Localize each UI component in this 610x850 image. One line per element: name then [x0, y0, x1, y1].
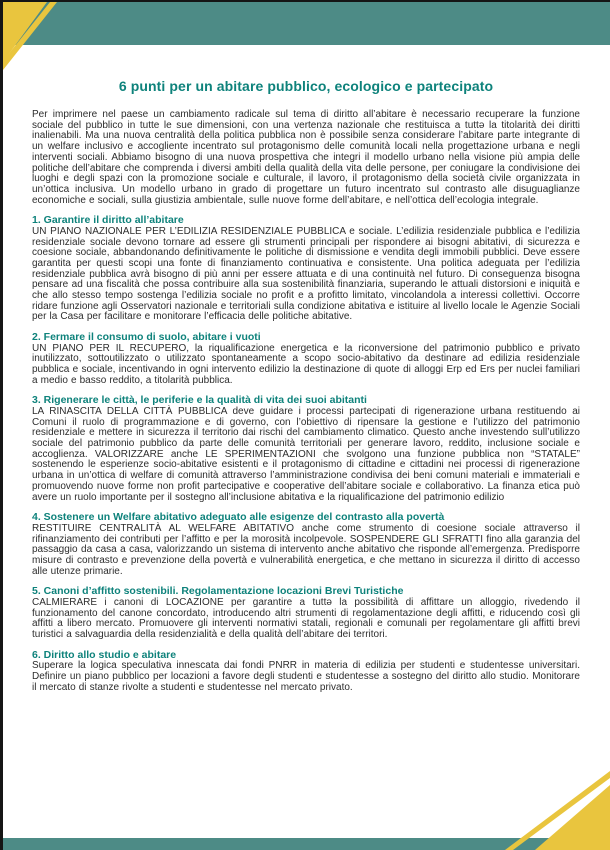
- section-6: [32, 650, 580, 694]
- section-body: UN PIANO PER IL RECUPERO, la riqualificazione energetica e la riconversione del patrimonio pubblico e privato inutilizzato, sottoutilizzato o utilizzato spontaneamente a scopo socio-abitativo da destinare ad edilizia residenziale pubblica e sociale, incentivando in ogni intervento edilizio la destinazione di quote di alloggi Erp ed Ers per nuclei familiari a medio e basso reddito, a titolarità pubblica.: [32, 342, 580, 386]
- section-heading: 1. Garantire il diritto all’abitare: [32, 214, 184, 227]
- section-body: UN PIANO NAZIONALE PER L’EDILIZIA RESIDENZIALE PUBBLICA e sociale. L’edilizia residenziale pubblica e l’edilizia residenziale sociale devono tornare ad essere gli strumenti principali per rispondere ai bisogni abitativi, di sicurezza e coesione sociale, abbandonando definitivamente le politiche di dismissione e vendita degli immobili pubblici. Deve essere garantita per questi scopi una fonte di finanziamento continuativa e consistente. Una politica adeguata per l’edilizia residenziale pubblica avrà bisogno di più anni per essere attuata e di una continuità nel futuro. Di conseguenza bisogna pensare ad una fiscalità che possa contribuire alla sua sostenibilità finanziaria, superando le attuali distorsioni e iniquità e che allo stesso tempo sostenga l’edilizia sociale no profit e a profitto limitato, vincolandola a interessi collettivi. Occorre ridare funzione agli Osservatori nazionale e territoriali sulla condizione abitativa e istituire al livello locale le Agenzie Sociali per la Casa per facilitare e monitorare l’efficacia delle politiche abitative.: [32, 225, 580, 323]
- section-2: [32, 332, 580, 386]
- section-heading: 5. Canoni d’affitto sostenibili. Regolamentazione locazioni Brevi Turistiche: [32, 585, 404, 598]
- page-title: 6 punti per un abitare pubblico, ecologico e partecipato: [118, 78, 494, 94]
- section-3: [32, 395, 580, 503]
- section-1: [32, 215, 580, 323]
- section-heading: 4. Sostenere un Welfare abitativo adeguato alle esigenze del contrasto alla povertà: [32, 511, 445, 524]
- section-heading: 3. Rigenerare le città, le periferie e la qualità di vita dei suoi abitanti: [32, 394, 367, 407]
- bottom-right-corner-ribbon-icon: [440, 760, 610, 850]
- intro-paragraph: Per imprimere nel paese un cambiamento radicale sul tema di diritto all’abitare è necessario recuperare la funzione sociale del pubblico in tutte le sue dimensioni, con una vertenza nazionale che restituisca a tuttə la titolarità dei diritti inalienabili. Ma una nuova centralità della politica pubblica non è possibile senza considerare l’abitare parte integrante di un welfare inclusivo e accogliente incentrato sul protagonismo delle comunità locali nella progettazione urbana e negli interventi sociali. Abbiamo bisogno di una nuova prospettiva che integri il modello urbano nella visione più ampia delle politiche dell’abitare che comprenda i diversi ambiti della qualità della vita delle persone, per coniugare la condivisione dei luoghi e degli spazi con la promozione sociale e culturale, il lavoro, il protagonismo della società civile organizzata in un’ottica inclusiva. Un modello urbano in grado di progettare un futuro incentrato sul contrasto alle disuguaglianze economiche e sociali, sulla giustizia ambientale, sulle nuove forme dell’abitare, e nell’ottica dell’ecologia integrale.: [32, 109, 580, 206]
- section-5: [32, 586, 580, 640]
- section-body: RESTITUIRE CENTRALITÀ AL WELFARE ABITATIVO anche come strumento di coesione sociale attraverso il rifinanziamento dei contributi per l’affitto e per la morosità incolpevole. SOSPENDERE GLI SFRATTI fino alla garanzia del passaggio da casa a casa, valorizzando un sistema di intervento anche abitativo che risponde all’emergenza. Predisporre misure di contrasto e prevenzione della povertà e vulnerabilità energetica, e che mettano in sicurezza il diritto di accesso alle utenze primarie.: [32, 522, 580, 577]
- document-content: [32, 78, 580, 693]
- section-body: CALMIERARE i canoni di LOCAZIONE per garantire a tuttə la possibilità di affittare un alloggio, rivedendo il funzionamento del canone concordato, introducendo altri strumenti di regolamentazione degli affitti, e riducendo così gli affitti a libero mercato. Promuovere gli interventi normativi statali, regionali e comunali per regolamentare gli affitti brevi turistici a salvaguardia della residenzialità e della qualità dell’abitare dei territori.: [32, 596, 580, 640]
- section-heading: 6. Diritto allo studio e abitare: [32, 648, 177, 661]
- section-body: Superare la logica speculativa innescata dai fondi PNRR in materia di edilizia per studenti e studentesse universitari. Definire un piano pubblico per locazioni a favore degli studenti e studentesse a sostegno del diritto allo studio. Monitorare il mercato di stanze rivolte a studenti e studentesse nel mercato privato.: [32, 660, 580, 693]
- section-body: LA RINASCITA DELLA CITTÀ PUBBLICA deve guidare i processi partecipati di rigenerazione urbana restituendo ai Comuni il ruolo di programmazione e di governo, con l’obiettivo di ripensare la gestione e l’utilizzo del patrimonio residenziale e mettere in sicurezza il territorio dai rischi del cambiamento climatico. Questo anche investendo sull’utilizzo sociale del patrimonio pubblico da parte delle comunità territoriali per generare lavoro, reddito, inclusione sociale e accoglienza. VALORIZZARE anche LE SPERIMENTAZIONI che svolgono una funzione pubblica non “STATALE” sostenendo le esperienze socio-abitative esistenti e il protagonismo di cittadine e cittadini nei processi di rigenerazione urbana in un’ottica di welfare di comunità attraverso l’amministrazione condivisa dei beni comuni materiali e immateriali e promuovendo nuove forme non profit partecipative e cooperative dell’abitare sociale e collaborativo. La finanza etica può avere un ruolo importante per il sostegno all’inclusione abitativa e la riqualificazione del patrimonio edilizio: [32, 405, 580, 503]
- section-heading: 2. Fermare il consumo di suolo, abitare i vuoti: [32, 331, 261, 344]
- section-4: [32, 512, 580, 577]
- top-teal-band: [3, 2, 610, 45]
